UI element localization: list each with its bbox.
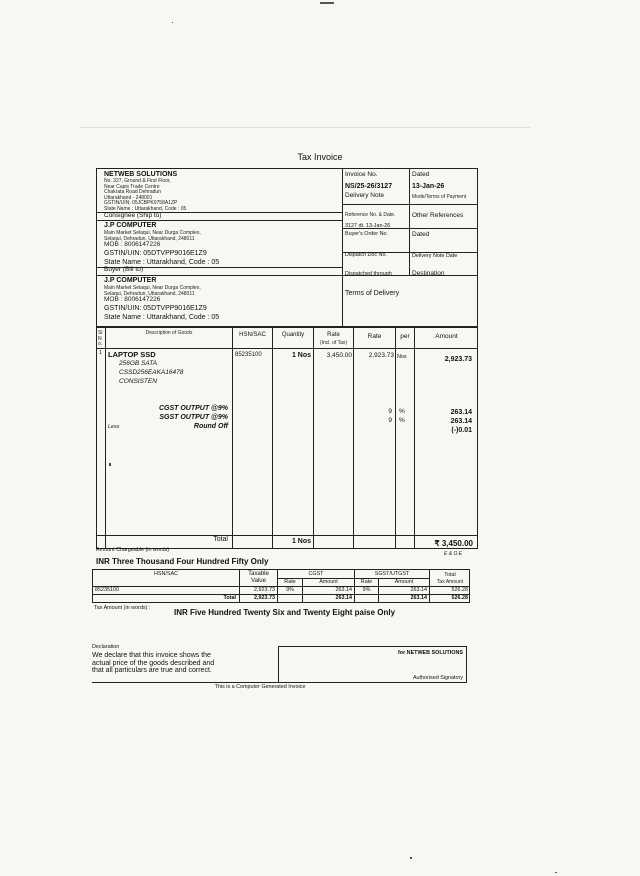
buyer-gstin: GSTIN/UIN: 05DTVPP9016E1Z9 — [104, 305, 207, 312]
total-label: Total — [213, 536, 228, 543]
tax-col-sgst: SGST/UTGST — [374, 571, 410, 577]
pen-mark — [109, 463, 111, 466]
item-sub-1: 256GB SATA — [119, 360, 158, 367]
consignee-address: Main Market Selaqui, Near Durga Complex, Selaqui, Dehradun, Uttarakhand, 248011 MOB : 8006147226 — [104, 230, 201, 249]
tax-col-total: Total — [444, 572, 456, 578]
round-off-amount: (-)0.01 — [451, 427, 472, 434]
tax-row-cgst-rate: 9% — [286, 587, 294, 593]
col-description: Description of Goods — [145, 330, 193, 336]
total-quantity: 1 Nos — [291, 538, 311, 545]
buyer-name: J.P COMPUTER — [104, 277, 157, 284]
destination-label: Destination — [412, 270, 445, 277]
less-label: Less — [108, 424, 120, 430]
tax-in-words: INR Five Hundred Twenty Six and Twenty Eight paise Only — [174, 608, 396, 617]
terms-of-delivery-label: Terms of Delivery — [345, 290, 400, 297]
consignee-gstin: GSTIN/UIN: 05DTVPP9016E1Z9 — [104, 250, 207, 257]
invoice-date: 13-Jan-26 — [412, 183, 445, 190]
tax-row-hsn: 85235100 — [95, 587, 119, 593]
scan-mark — [410, 857, 412, 859]
item-hsn: 85235100 — [235, 352, 262, 358]
dispatch-doc-label: Dispatch Doc No. — [345, 252, 387, 258]
tax-total-sgst: 263.14 — [410, 595, 427, 601]
cgst-amount: 263.14 — [450, 409, 472, 416]
sgst-label: SGST OUTPUT @9% — [159, 414, 228, 421]
tax-col-hsn: HSN/SAC — [154, 571, 178, 577]
amount-in-words: INR Three Thousand Four Hundred Fifty Only — [96, 557, 269, 566]
col-sl-no: Sl No. — [98, 330, 103, 348]
declaration-heading: Declaration — [92, 644, 120, 650]
grand-total: ₹ 3,450.00 — [434, 539, 473, 548]
item-sub-2: CSSD256EAKA16478 — [119, 369, 184, 376]
consignee-heading: Consignee (Ship to) — [104, 212, 162, 219]
col-hsn: HSN/SAC — [239, 332, 266, 338]
col-rate: Rate — [367, 333, 382, 340]
item-rate: 2,923.73 — [368, 352, 394, 359]
item-qty: 1 Nos — [291, 352, 311, 359]
declaration-rule — [92, 682, 278, 683]
tax-row-sgst-amount: 263.14 — [410, 587, 427, 593]
tax-col-cgst-rate: Rate — [284, 579, 296, 585]
tax-col-sgst-amount: Amount — [394, 579, 414, 585]
col-per: per — [400, 333, 410, 340]
fold-line — [80, 127, 530, 128]
items-table — [96, 327, 478, 549]
declaration-text: We declare that this invoice shows the actual price of the goods described and that all particulars are true and correct. — [92, 652, 215, 675]
tax-row-total: 526.28 — [451, 587, 468, 593]
buyer-state: State Name : Uttarakhand, Code : 05 — [104, 314, 220, 321]
dispatched-through-label: Dispatched through — [345, 271, 392, 277]
scan-mark — [555, 872, 557, 873]
sgst-amount: 263.14 — [450, 418, 472, 425]
tax-words-label: Tax Amount (in words) : — [94, 605, 151, 611]
tax-total-taxable: 2,923.73 — [254, 595, 275, 601]
amount-words-label: Amount Chargeable (in words) — [96, 547, 170, 553]
sgst-rate: 9 — [388, 417, 392, 424]
item-per: Nos — [397, 354, 407, 360]
round-off-label: Round Off — [193, 423, 228, 430]
col-rate-incl-sub: (Incl. of Tax) — [319, 340, 348, 346]
footer-note: This is a Computer Generated Invoice — [214, 684, 306, 690]
reference-label: Reference No. & Date. — [345, 212, 396, 218]
item-description: LAPTOP SSD — [108, 350, 156, 359]
col-amount: Amount — [435, 333, 458, 340]
buyer-heading: Buyer (Bill to) — [104, 266, 144, 273]
tax-summary-table — [92, 569, 470, 603]
reference-value: 3127 dt. 13-Jan-26 — [345, 223, 391, 229]
tax-col-tax-amount: Tax Amount — [436, 579, 464, 585]
cgst-pct: % — [399, 408, 405, 415]
signature-box — [278, 646, 467, 683]
tax-col-taxable: Taxable — [248, 571, 269, 577]
invoice-no: NS/25-26/3127 — [345, 183, 393, 190]
tax-col-value: Value — [251, 578, 266, 584]
seller-name: NETWEB SOLUTIONS — [104, 171, 178, 178]
sgst-pct: % — [399, 417, 405, 424]
item-sub-3: CONSISTEN — [119, 378, 157, 385]
tax-col-cgst: CGST — [308, 571, 324, 577]
col-rate-incl: Rate — [327, 332, 340, 338]
tax-col-sgst-rate: Rate — [360, 579, 373, 585]
item-sl: 1 — [99, 350, 102, 356]
delivery-note-date-label: Delivery Note Date — [412, 253, 458, 259]
eoe-label: E & O.E — [444, 551, 463, 557]
tax-total-total: 526.28 — [451, 595, 468, 601]
scan-mark — [320, 2, 334, 4]
buyers-order-label: Buyer's Order No. — [345, 231, 388, 237]
consignee-name: J.P COMPUTER — [104, 222, 157, 229]
tax-row-cgst-amount: 263.14 — [335, 587, 352, 593]
header-block — [96, 168, 478, 327]
other-references-label: Other References — [412, 212, 464, 219]
item-rate-incl: 3,450.00 — [326, 352, 352, 359]
tax-row-taxable: 2,923.73 — [254, 587, 275, 593]
buyer-address: Main Market Selaqui, Near Durga Complex, Selaqui, Dehradun, Uttarakhand, 248011 MOB : 8006147226 — [104, 285, 201, 304]
item-amount: 2,923.73 — [444, 356, 472, 363]
for-company: for NETWEB SOLUTIONS — [398, 650, 463, 656]
payment-terms-label: Mode/Terms of Payment — [412, 194, 467, 200]
scan-mark — [172, 22, 173, 23]
authorised-signatory: Authorised Signatory — [412, 675, 463, 681]
page-title: Tax Invoice — [297, 152, 343, 162]
buyers-order-dated-label: Dated — [412, 231, 430, 238]
cgst-label: CGST OUTPUT @9% — [158, 405, 228, 412]
tax-col-cgst-amount: Amount — [319, 579, 338, 585]
seller-address: No. 327, Ground & First Floor, Near Capis Trade Centre Chakrata Road Dehradun Uttarakhand - 248001 GSTIN/UIN: 05JCBPK0758A1ZP State Name : Uttarakhand, Code : 05 — [104, 178, 187, 212]
delivery-note-label: Delivery Note — [345, 192, 385, 199]
tax-total-cgst: 263.14 — [335, 595, 352, 601]
invoice-no-label: Invoice No. — [345, 171, 378, 178]
dated-label: Dated — [412, 171, 430, 178]
tax-total-label: Total — [223, 595, 236, 601]
consignee-state: State Name : Uttarakhand, Code : 05 — [104, 259, 220, 266]
cgst-rate: 9 — [388, 408, 392, 415]
tax-row-sgst-rate: 9% — [362, 587, 371, 593]
col-quantity: Quantity — [281, 332, 305, 338]
